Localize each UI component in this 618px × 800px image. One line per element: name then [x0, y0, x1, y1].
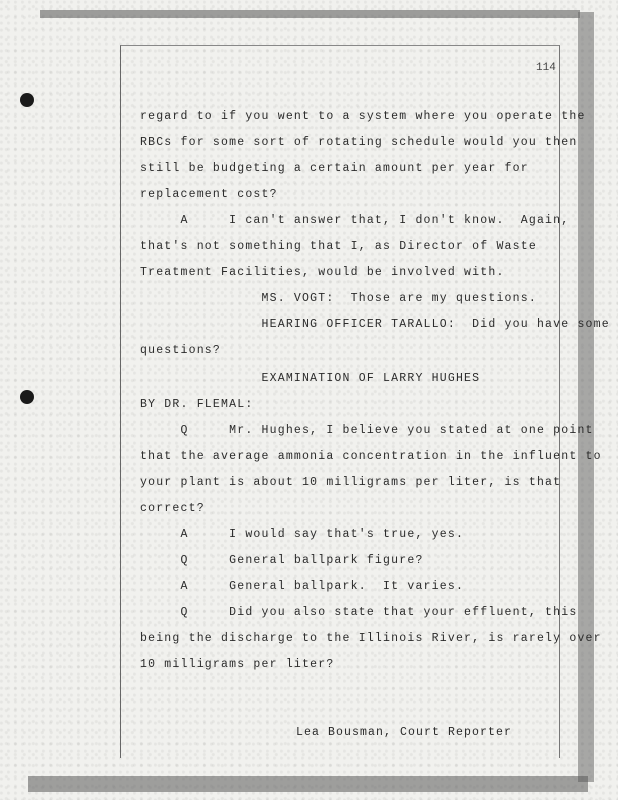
transcript-line: A I can't answer that, I don't know. Again,	[140, 214, 570, 227]
transcript-line: replacement cost?	[140, 188, 278, 201]
transcript-line: BY DR. FLEMAL:	[140, 398, 254, 411]
transcript-line: that's not something that I, as Director of Waste	[140, 240, 537, 253]
punch-hole-middle	[20, 390, 34, 404]
transcript-line: Q Mr. Hughes, I believe you stated at one point	[140, 424, 594, 437]
transcript-line: 10 milligrams per liter?	[140, 658, 335, 671]
transcript-line: RBCs for some sort of rotating schedule would you then	[140, 136, 578, 149]
transcript-line: being the discharge to the Illinois River, is rarely over	[140, 632, 602, 645]
examination-heading: EXAMINATION OF LARRY HUGHES	[140, 372, 481, 385]
transcript-line: that the average ammonia concentration in the influent to	[140, 450, 602, 463]
transcript-line: MS. VOGT: Those are my questions.	[140, 292, 537, 305]
transcript-line: correct?	[140, 502, 205, 515]
transcript-line: regard to if you went to a system where you operate the	[140, 110, 586, 123]
transcript-line: your plant is about 10 milligrams per liter, is that	[140, 476, 562, 489]
transcript-line: questions?	[140, 344, 222, 357]
transcript-line: A General ballpark. It varies.	[140, 580, 465, 593]
scan-edge-bottom	[28, 776, 588, 792]
transcript-line: still be budgeting a certain amount per year for	[140, 162, 529, 175]
scan-edge-top	[40, 10, 580, 18]
punch-hole-top	[20, 93, 34, 107]
transcript-line: HEARING OFFICER TARALLO: Did you have some	[140, 318, 610, 331]
court-reporter-footer: Lea Bousman, Court Reporter	[296, 726, 513, 739]
page-number: 114	[536, 62, 556, 74]
transcript-line: Treatment Facilities, would be involved with.	[140, 266, 505, 279]
transcript-line: A I would say that's true, yes.	[140, 528, 465, 541]
scan-edge-right	[578, 12, 594, 782]
transcript-line: Q General ballpark figure?	[140, 554, 424, 567]
transcript-line: Q Did you also state that your effluent, this	[140, 606, 578, 619]
